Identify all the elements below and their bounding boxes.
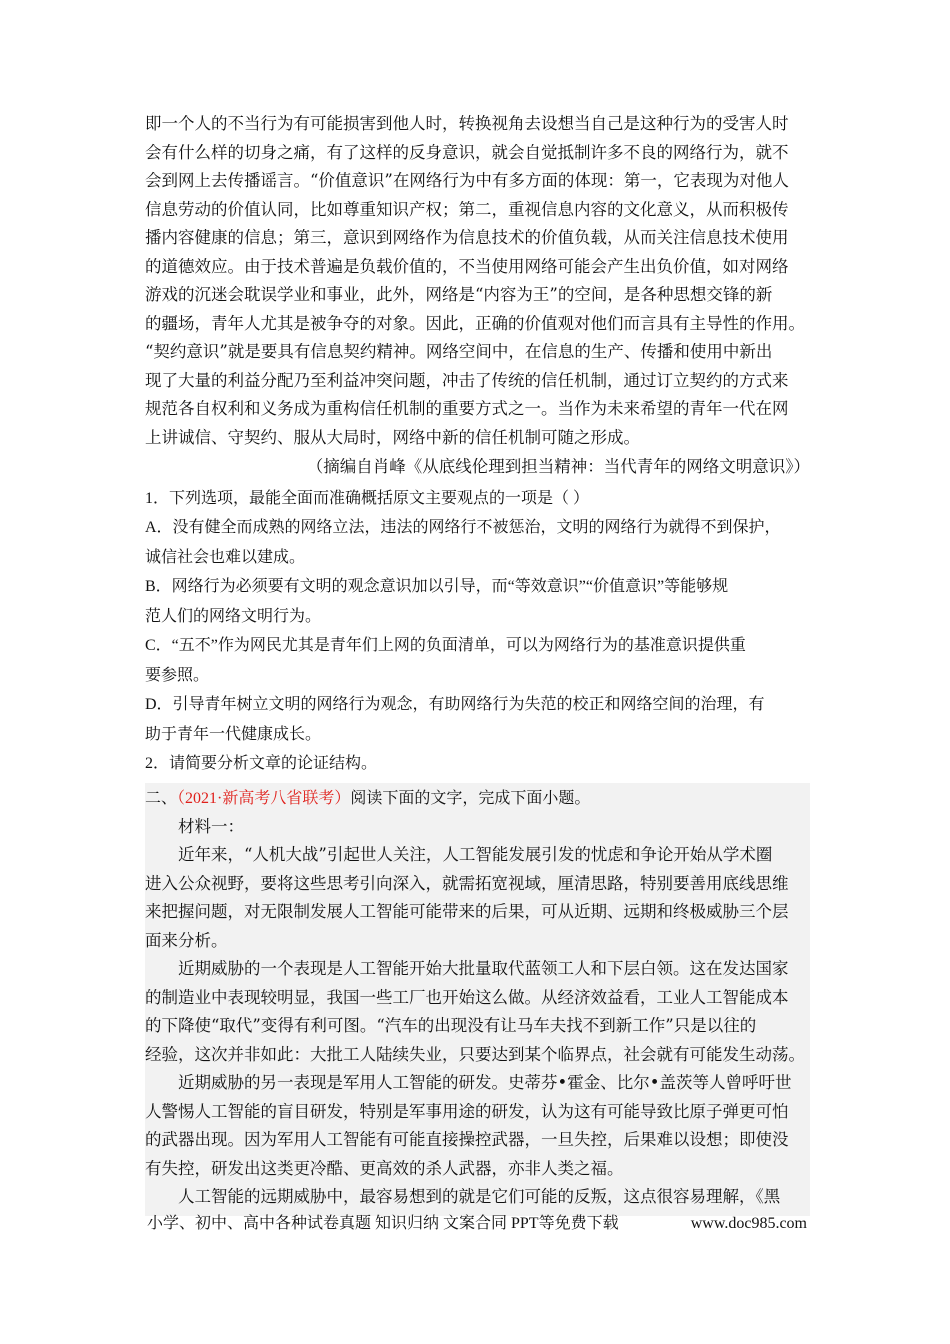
- option-b: B．网络行为必须要有文明的观念意识加以引导，而“等效意识”“价值意识”等能够规: [145, 578, 729, 595]
- material-line: 近期威胁的一个表现是人工智能开始大批量取代蓝领工人和下层白领。这在发达国家: [178, 959, 789, 978]
- option-d: D．引导青年树立文明的网络行为观念，有助网络行为失范的校正和网络空间的治理，有: [145, 696, 765, 713]
- footer-left-text: 小学、初中、高中各种试卷真题 知识归纳 文案合同 PPT等免费下载: [147, 1215, 619, 1232]
- option-a: A．没有健全而成熟的网络立法，违法的网络行不被惩治，文明的网络行为就得不到保护，: [145, 519, 781, 536]
- passage: [145, 110, 810, 482]
- option-b-cont: 范人们的网络文明行为。: [145, 607, 322, 625]
- passage-line: 游戏的沉迷会耽误学业和事业，此外，网络是“内容为王”的空间，是各种思想交锋的新: [145, 285, 773, 304]
- question-1-stem: 1．下列选项，最能全面而准确概括原文主要观点的一项是（ ）: [145, 489, 590, 507]
- option-a-cont: 诚信社会也难以建成。: [145, 548, 306, 566]
- material-line: 近年来，“人机大战”引起世人关注，人工智能发展引发的忧虑和争论开始从学术圈: [178, 845, 773, 864]
- option-d-cont: 助于青年一代健康成长。: [145, 725, 322, 743]
- material-line: 有失控，研发出这类更冷酷、更高效的杀人武器，亦非人类之福。: [145, 1158, 624, 1178]
- passage-line: “契约意识”就是要具有信息契约精神。网络空间中，在信息的生产、传播和使用中新出: [145, 342, 773, 361]
- page-footer: [147, 1210, 807, 1238]
- passage-source: （摘编自肖峰《从底线伦理到担当精神：当代青年的网络文明意识》）: [306, 457, 810, 476]
- material-line: 近期威胁的另一表现是军用人工智能的研发。史蒂芬•霍金、比尔•盖茨等人曾呼吁世: [178, 1073, 792, 1092]
- material-label: 材料一：: [178, 816, 244, 836]
- passage-line: 会有什么样的切身之痛，有了这样的反身意识，就会自觉抵制许多不良的网络行为，就不: [145, 142, 789, 162]
- footer-site-link[interactable]: www.doc985.com: [690, 1215, 807, 1232]
- passage-line: 会到网上去传播谣言。“价值意识”在网络行为中有多方面的体现：第一，它表现为对他人: [145, 171, 789, 190]
- section-prefix: 二、: [145, 789, 178, 807]
- passage-line: 现了大量的利益分配乃至利益冲突问题，冲击了传统的信任机制，通过订立契约的方式来: [145, 370, 789, 390]
- passage-line: 的疆场，青年人尤其是被争夺的对象。因此，正确的价值观对他们而言具有主导性的作用。: [145, 313, 805, 333]
- passage-line: 即一个人的不当行为有可能损害到他人时，转换视角去设想当自己是这种行为的受害人时: [145, 114, 789, 133]
- passage-line: 播内容健康的信息；第三，意识到网络作为信息技术的价值负载，从而关注信息技术使用: [145, 228, 789, 247]
- page-content: [145, 110, 810, 1216]
- option-c: C．“五不”作为网民尤其是青年们上网的负面清单，可以为网络行为的基准意识提供重: [145, 637, 746, 654]
- section-two-heading: [145, 785, 810, 813]
- material-line: 的下降使“取代”变得有利可图。“汽车的出现没有让马车夫找不到新工作”只是以往的: [145, 1016, 757, 1035]
- question-2-stem: 2．请简要分析文章的论证结构。: [145, 755, 378, 772]
- material-line: 来把握问题，对无限制发展人工智能可能带来的后果，可从近期、远期和终极威胁三个层: [145, 902, 789, 921]
- material-line: 面来分析。: [145, 930, 228, 950]
- section-two: [145, 783, 810, 1216]
- passage-line: 上讲诚信、守契约、服从大局时，网络中新的信任机制可随之形成。: [145, 427, 640, 447]
- passage-line: 的道德效应。由于技术普遍是负载价值的，不当使用网络可能会产生出负价值，如对网络: [145, 256, 789, 276]
- material-line: 的武器出现。因为军用人工智能有可能直接操控武器，一旦失控，后果难以设想；即使没: [145, 1130, 789, 1149]
- passage-line: 规范各自权利和义务成为重构信任机制的重要方式之一。当作为未来希望的青年一代在网: [145, 399, 789, 418]
- question-list: [145, 484, 810, 779]
- material-line: 经验，这次并非如此：大批工人陆续失业，只要达到某个临界点，社会就有可能发生动荡。: [145, 1044, 805, 1064]
- material-line: 的制造业中表现较明显，我国一些工厂也开始这么做。从经济效益看，工业人工智能成本: [145, 987, 789, 1007]
- material-line: 人工智能的远期威胁中，最容易想到的就是它们可能的反叛，这点很容易理解，《黑: [178, 1187, 781, 1206]
- material-line: 人警惕人工智能的盲目研发，特别是军事用途的研发，认为这有可能导致比原子弹更可怕: [145, 1101, 789, 1121]
- exam-source-tag: （2021·新高考八省联考）: [177, 789, 351, 807]
- passage-line: 信息劳动的价值认同，比如尊重知识产权；第二，重视信息内容的文化意义，从而积极传: [145, 199, 789, 219]
- section-instruction: 阅读下面的文字，完成下面小题。: [350, 789, 591, 807]
- option-c-cont: 要参照。: [145, 666, 210, 684]
- material-one: [145, 813, 810, 1212]
- material-line: 进入公众视野，要将这些思考引向深入，就需拓宽视域，厘清思路，特别要善用底线思维: [145, 873, 789, 893]
